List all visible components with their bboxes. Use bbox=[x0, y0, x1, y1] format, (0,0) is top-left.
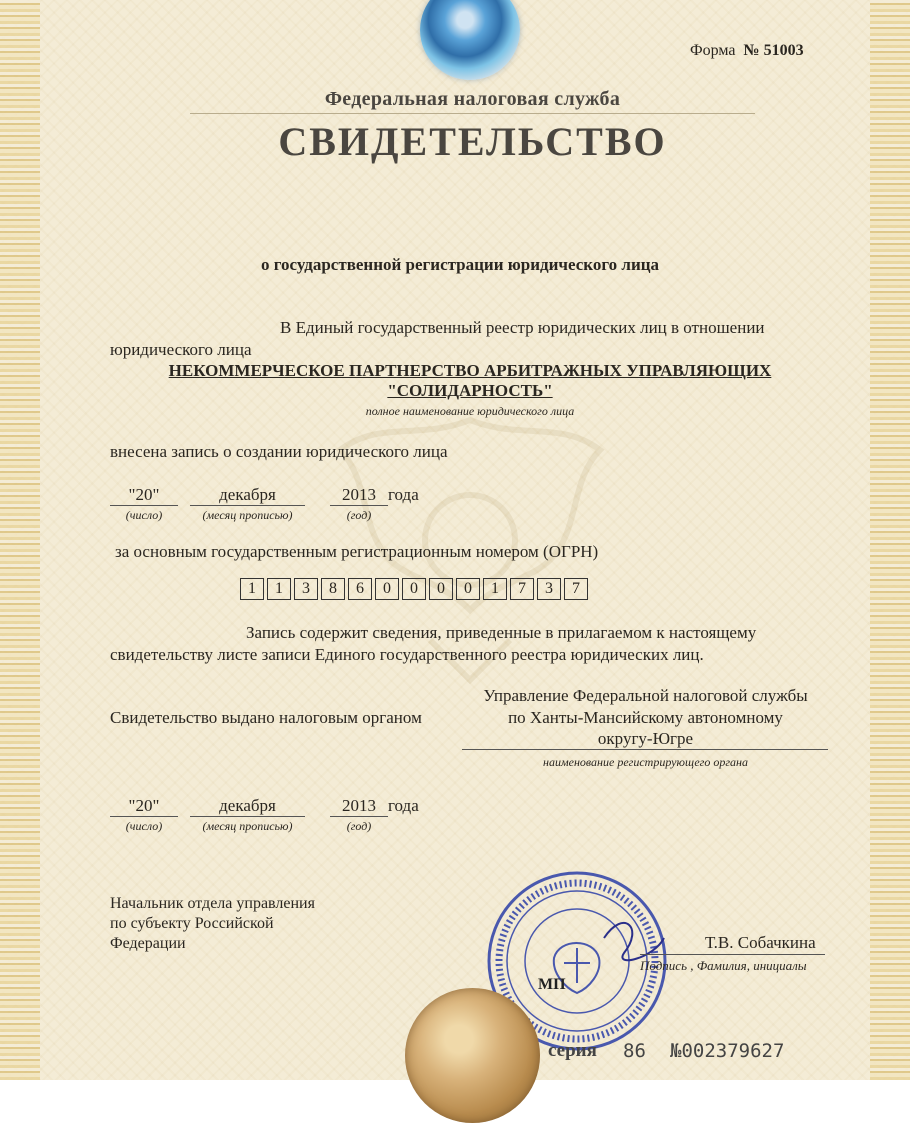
ogrn-box-row bbox=[240, 578, 591, 600]
issuer-line-1: Управление Федеральной налоговой службы bbox=[483, 686, 808, 705]
org-name-caption: полное наименование юридического лица bbox=[365, 404, 575, 418]
date2-year-caption: (год) bbox=[346, 819, 372, 833]
series-value: 86 bbox=[623, 1040, 646, 1062]
date2-day: "20" bbox=[128, 796, 160, 815]
signer-title bbox=[110, 894, 315, 954]
ogrn-digit: 0 bbox=[375, 578, 399, 600]
series-label: серия bbox=[548, 1040, 597, 1061]
signature-caption: Подпись , Фамилия, инициалы bbox=[640, 958, 807, 973]
signature-line bbox=[640, 954, 825, 955]
date1-day: "20" bbox=[128, 485, 160, 504]
issued-by-label: Свидетельство выдано налоговым органом bbox=[110, 708, 422, 727]
ogrn-digit: 0 bbox=[456, 578, 480, 600]
intro-line-2: юридического лица bbox=[110, 340, 252, 359]
date1-year-suffix: года bbox=[388, 485, 419, 504]
mp-label: МП bbox=[538, 976, 566, 993]
signer-name: Т.В. Собачкина bbox=[705, 933, 816, 952]
ogrn-digit: 3 bbox=[537, 578, 561, 600]
document-title: СВИДЕТЕЛЬСТВО bbox=[278, 119, 667, 164]
gold-seal-icon bbox=[405, 988, 540, 1123]
ogrn-digit: 7 bbox=[510, 578, 534, 600]
date1-year-caption: (год) bbox=[346, 508, 372, 522]
issuer-caption: наименование регистрирующего органа bbox=[543, 755, 748, 769]
date2-month-caption: (месяц прописью) bbox=[202, 819, 293, 833]
ogrn-label: за основным государственным регистрационным номером (ОГРН) bbox=[115, 542, 599, 561]
ogrn-digit: 3 bbox=[294, 578, 318, 600]
date2-year: 2013 bbox=[342, 796, 376, 815]
ogrn-digit: 6 bbox=[348, 578, 372, 600]
document-subtitle: о государственной регистрации юридического лица bbox=[260, 255, 660, 274]
date1-day-caption: (число) bbox=[125, 508, 163, 522]
ogrn-digit: 8 bbox=[321, 578, 345, 600]
date1-year: 2013 bbox=[342, 485, 376, 504]
intro-line-1: В Единый государственный реестр юридических лиц в отношении bbox=[280, 318, 765, 337]
signer-title-line-1: Начальник отдела управления bbox=[110, 895, 315, 912]
date1-month-caption: (месяц прописью) bbox=[202, 508, 293, 522]
issuer-line-3: округу-Югре bbox=[597, 729, 694, 748]
ogrn-digit: 1 bbox=[483, 578, 507, 600]
decorative-border-right bbox=[870, 0, 910, 1080]
date1-month: декабря bbox=[219, 485, 276, 504]
signer-title-line-2: по субъекту Российской bbox=[110, 915, 274, 932]
org-name-line-1: НЕКОММЕРЧЕСКОЕ ПАРТНЕРСТВО АРБИТРАЖНЫХ УПРАВЛЯЮЩИХ bbox=[168, 361, 772, 380]
ogrn-digit: 7 bbox=[564, 578, 588, 600]
date1-year-line bbox=[330, 505, 388, 506]
issuer-underline bbox=[462, 749, 828, 750]
org-name-line-2: "СОЛИДАРНОСТЬ" bbox=[387, 381, 553, 400]
record-line-1: Запись содержит сведения, приведенные в прилагаемом к настоящему bbox=[246, 623, 757, 642]
signer-title-line-3: Федерации bbox=[110, 935, 186, 952]
ogrn-digit: 0 bbox=[402, 578, 426, 600]
date2-month-line bbox=[190, 816, 305, 817]
date1-day-line bbox=[110, 505, 178, 506]
ogrn-digit: 1 bbox=[267, 578, 291, 600]
form-number: Форма № 51003 bbox=[690, 42, 804, 59]
serial-number: №002379627 bbox=[670, 1040, 785, 1062]
date2-year-line bbox=[330, 816, 388, 817]
date2-year-suffix: года bbox=[388, 796, 419, 815]
date1-month-line bbox=[190, 505, 305, 506]
entry-made-text: внесена запись о создании юридического лица bbox=[110, 442, 448, 461]
decorative-border-left bbox=[0, 0, 40, 1080]
ogrn-digit: 1 bbox=[240, 578, 264, 600]
record-line-2: свидетельству листе записи Единого государственного реестра юридических лиц. bbox=[110, 645, 704, 664]
ogrn-digit: 0 bbox=[429, 578, 453, 600]
date2-day-caption: (число) bbox=[125, 819, 163, 833]
issuer-line-2: по Ханты-Мансийскому автономному bbox=[508, 708, 783, 727]
date2-day-line bbox=[110, 816, 178, 817]
agency-name: Федеральная налоговая служба bbox=[190, 88, 755, 114]
date2-month: декабря bbox=[219, 796, 276, 815]
